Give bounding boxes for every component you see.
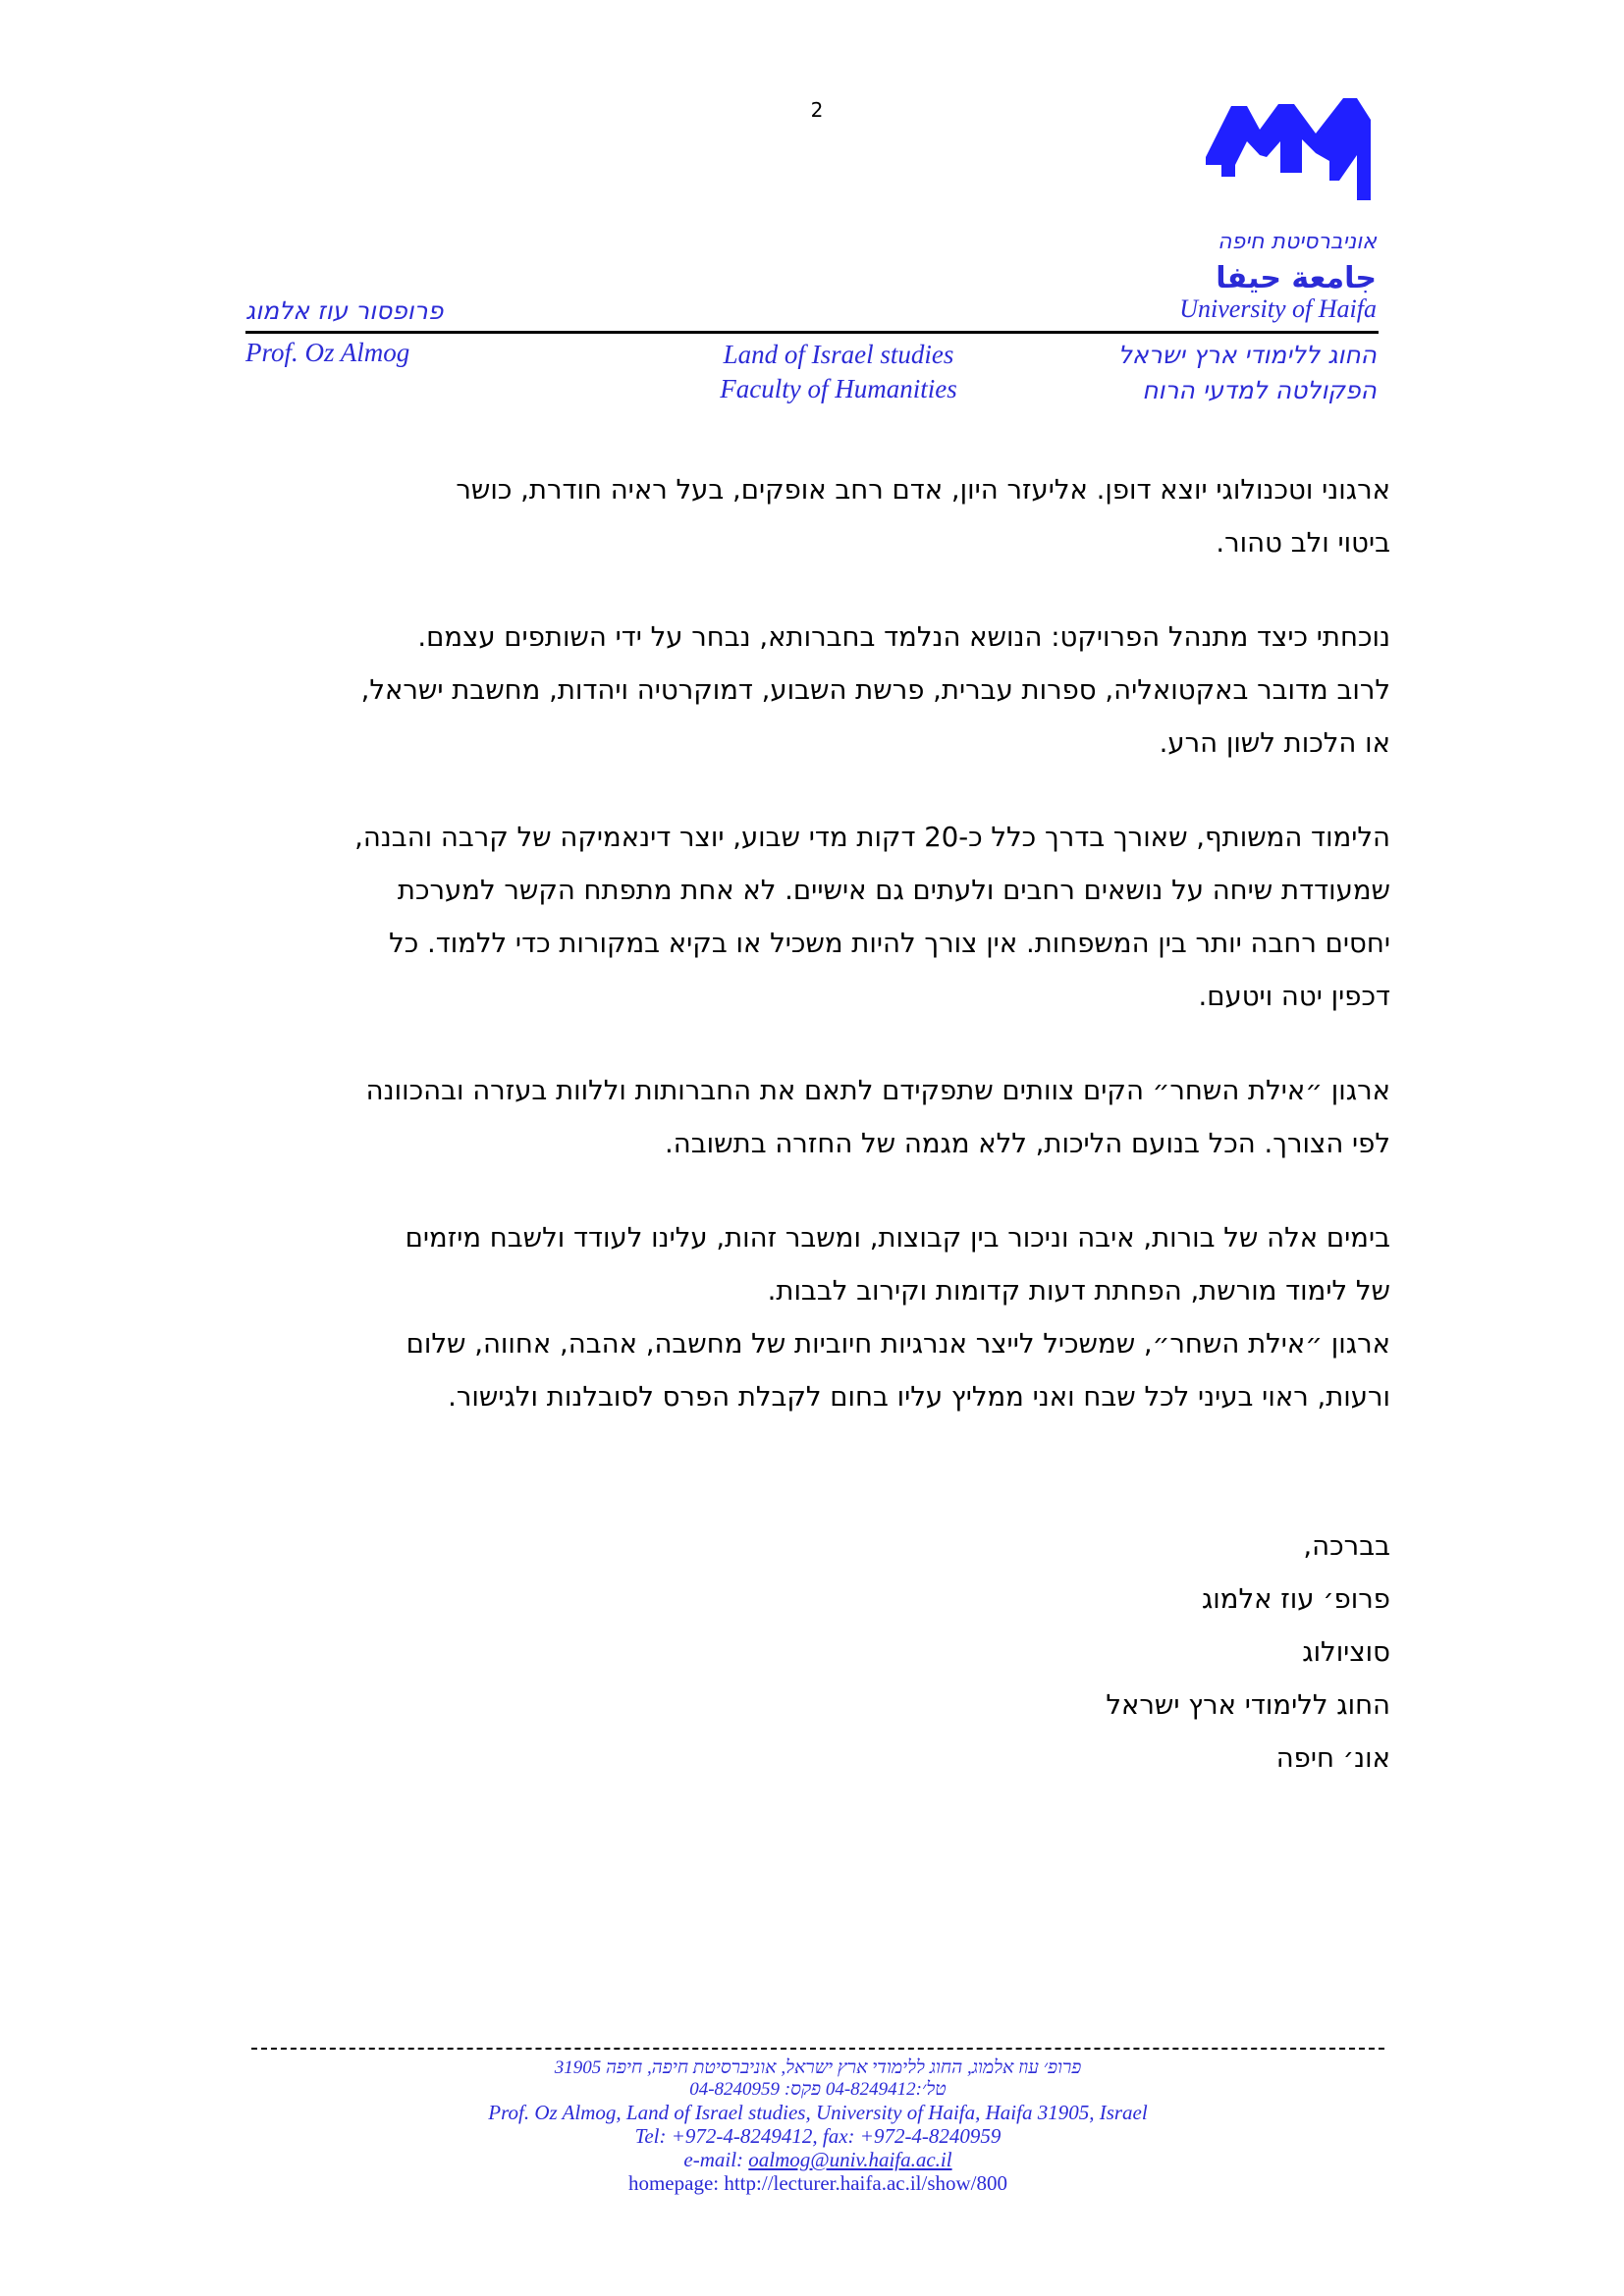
footer-email-label: e-mail: — [683, 2148, 749, 2171]
page-number: 2 — [810, 98, 824, 122]
letter-body — [242, 463, 1390, 1423]
text-line: נוכחתי כיצד מתנהל הפרויקט: הנושא הנלמד בחברותא, נבחר על ידי השותפים עצמם. — [417, 621, 1390, 653]
department-english-line-2: Faculty of Humanities — [720, 374, 957, 403]
footer-english-address: Prof. Oz Almog, Land of Israel studies, University of Haifa, Haifa 31905, Israel — [488, 2101, 1148, 2124]
footer-phone-fax: Tel: +972-4-8249412, fax: +972-4-8240959 — [634, 2124, 1001, 2148]
department-hebrew — [1118, 338, 1377, 408]
text-line: בימים אלה של בורות, איבה וניכור בין קבוצות, ומשבר זהות, עלינו לעודד ולשבח מיזמים — [405, 1222, 1390, 1254]
header-divider — [245, 331, 1379, 334]
logo-right-shape — [1316, 98, 1371, 200]
text-line: יחסים רחבה יותר בין המשפחות. אין צורך להיות משכיל או בקיא במקורות כדי ללמוד. כל — [389, 928, 1390, 959]
paragraph-6 — [242, 1317, 1390, 1423]
text-line: לרוב מדובר באקטואליה, ספרות עברית, פרשת השבוע, דמוקרטיה ויהדות, מחשבת ישראל, — [360, 674, 1390, 706]
university-name-hebrew: אוניברסיטת חיפה — [1218, 230, 1377, 254]
text-line: שמעודדת שיחה על נושאים רחבים ולעתים גם אישיים. לא אחת מתפתח הקשר למערכת — [397, 875, 1390, 906]
paragraph-4 — [242, 1064, 1390, 1170]
footer-hebrew-address: פרופ׳ עוז אלמוג, החוג ללימודי ארץ ישראל, אוניברסיטת חיפה, חיפה 31905 — [554, 2057, 1082, 2078]
signature-department: החוג ללימודי ארץ ישראל — [1106, 1689, 1390, 1721]
footer — [251, 2057, 1384, 2196]
university-of-haifa-logo — [1206, 96, 1371, 200]
footer-email — [251, 2148, 1384, 2171]
department-english — [713, 338, 964, 406]
logo-mid-shape — [1260, 104, 1316, 173]
department-english-line-1: Land of Israel studies — [723, 340, 954, 369]
paragraph-3 — [242, 811, 1390, 1023]
signature-name: פרופ׳ עוז אלמוג — [1201, 1583, 1390, 1615]
footer-divider — [251, 2048, 1384, 2050]
department-hebrew-line-2: הפקולטה למדעי הרוח — [1142, 376, 1377, 404]
paragraph-1 — [242, 463, 1390, 569]
professor-name-hebrew: פרופסור עוז אלמוג — [245, 296, 444, 325]
university-name-arabic: جامعة حيفا — [1216, 261, 1377, 295]
paragraph-5 — [242, 1211, 1390, 1317]
text-line: ורעות, ראוי בעיני לכל שבח ואני ממליץ עליו בחום לקבלת הפרס לסובלנות ולגישור. — [448, 1381, 1390, 1413]
university-name-english: University of Haifa — [1179, 294, 1377, 323]
text-line: ארגון ״אילת השחר״, שמשכיל לייצר אנרגיות חיוביות של מחשבה, אהבה, אחווה, שלום — [406, 1328, 1390, 1360]
text-line: ארגוני וטכנולוגי יוצא דופן. אליעזר היון, אדם רחב אופקים, בעל ראיה חודרת, כושר — [456, 474, 1390, 506]
text-line: דכפין יטה ויטעם. — [1198, 981, 1390, 1012]
text-line: של לימוד מורשת, הפחתת דעות קדומות וקירוב לבבות. — [767, 1275, 1390, 1307]
signature-block — [1106, 1520, 1390, 1785]
signature-university: אונ׳ חיפה — [1275, 1742, 1390, 1774]
paragraph-2 — [242, 611, 1390, 770]
text-line: הלימוד המשותף, שאורך בדרך כלל כ-20 דקות מדי שבוע, יוצר דינאמיקה של קרבה והבנה, — [354, 822, 1390, 853]
signature-title: סוציולוג — [1302, 1636, 1390, 1668]
footer-email-link[interactable]: oalmog@univ.haifa.ac.il — [748, 2148, 952, 2171]
department-hebrew-line-1: החוג ללימודי ארץ ישראל — [1117, 341, 1377, 369]
footer-homepage[interactable]: homepage: http://lecturer.haifa.ac.il/show/800 — [627, 2171, 1008, 2195]
text-line: לפי הצורך. הכל בנועם הליכות, ללא מגמה של החזרה בתשובה. — [665, 1128, 1390, 1159]
professor-name-english: Prof. Oz Almog — [245, 338, 410, 367]
text-line: ארגון ״אילת השחר״ הקים צוותים שתפקידם לתאם את החברותות וללוות בעזרה ובהכוונה — [365, 1075, 1390, 1106]
footer-hebrew-phone: טל׳:04-8249412 פקס: 04-8240959 — [689, 2079, 947, 2100]
signature-greeting: בברכה, — [1303, 1530, 1390, 1562]
text-line: או הלכות לשון הרע. — [1159, 727, 1390, 759]
text-line: ביטוי ולב טהור. — [1216, 527, 1390, 559]
logo-left-shape — [1206, 106, 1260, 177]
